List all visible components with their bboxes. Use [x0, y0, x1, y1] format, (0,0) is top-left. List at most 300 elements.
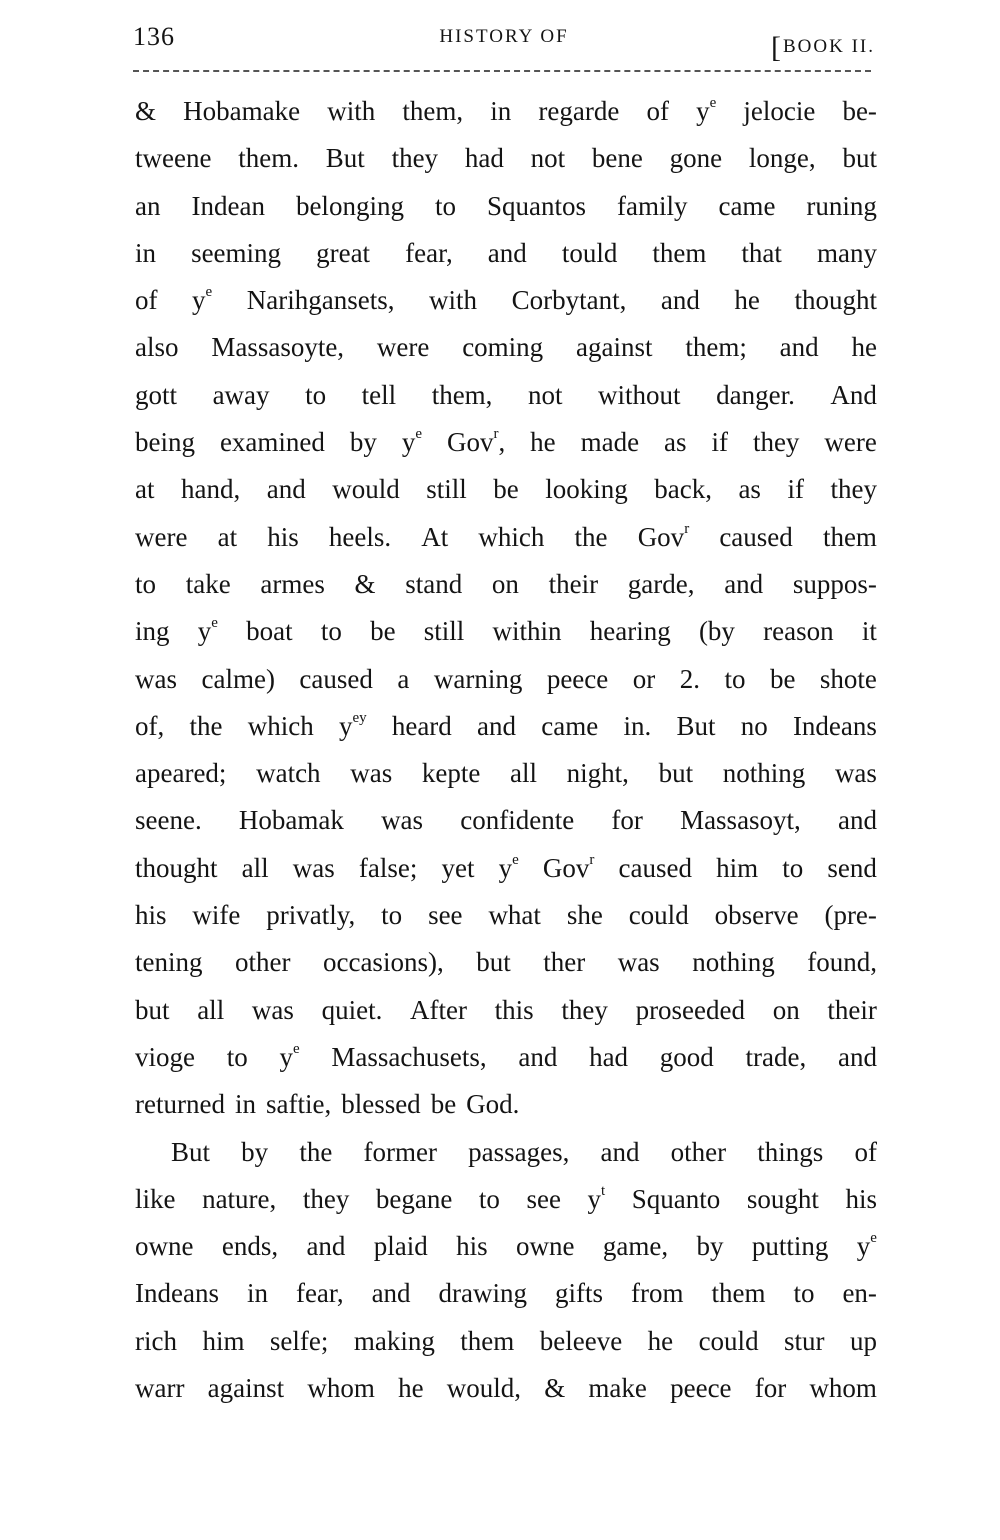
word: Gov$^r$ [542, 851, 595, 883]
superscript-abbrev: r [493, 426, 499, 443]
word: runing [806, 190, 877, 221]
word: was [350, 758, 393, 789]
word: Narihgansets, [246, 285, 395, 316]
word: they [830, 474, 877, 505]
word: to [305, 379, 327, 410]
word: them [711, 1278, 766, 1309]
word: And [830, 379, 877, 410]
word: he [734, 285, 760, 316]
word: former [363, 1136, 437, 1167]
word: Corbytant, [511, 285, 627, 316]
body-text [135, 88, 877, 1412]
word: came [718, 190, 776, 221]
word: gifts [555, 1278, 604, 1309]
word: they [752, 427, 800, 458]
word: returned [135, 1089, 225, 1120]
word: watch [256, 758, 321, 789]
word: was [834, 758, 877, 789]
word: them, [431, 379, 493, 410]
word: stand [405, 568, 463, 599]
word: calme) [201, 663, 275, 694]
word: and [779, 332, 819, 363]
text-line [135, 1365, 877, 1412]
word: peece [546, 663, 609, 694]
word: en- [842, 1278, 877, 1309]
word: stur [784, 1325, 825, 1356]
text-line [135, 656, 877, 703]
word: thought [794, 285, 877, 316]
word: whom [809, 1373, 877, 1404]
word: regarde [538, 96, 620, 126]
word: bene [591, 143, 643, 174]
word: be [430, 1089, 457, 1120]
word: boat [246, 616, 293, 647]
word: many [816, 237, 877, 268]
word: proseeded [635, 994, 746, 1025]
word: up [849, 1325, 877, 1356]
word: by [696, 1231, 724, 1262]
word: to [724, 663, 746, 694]
text-line [135, 892, 877, 939]
word: he [398, 1373, 424, 1404]
word: heels. [328, 521, 392, 552]
word: his [267, 521, 299, 552]
word: plaid [373, 1231, 428, 1262]
word: back, [654, 474, 712, 505]
word: drawing [438, 1278, 528, 1309]
word: they [391, 143, 439, 174]
word: $y^{ey}$ [338, 709, 367, 741]
word: caused [299, 663, 373, 694]
word: of [646, 96, 669, 126]
book-label [771, 26, 875, 64]
word: she [566, 900, 603, 931]
word: like [135, 1183, 176, 1214]
text-line [135, 419, 877, 466]
word: Squanto [631, 1183, 721, 1214]
word: and [838, 805, 877, 836]
word: made [580, 427, 640, 458]
word: but [135, 994, 170, 1025]
word: sought [746, 1183, 819, 1214]
word: Gov$^r$ [637, 520, 690, 552]
word: of, [135, 710, 165, 741]
word: owne [135, 1231, 194, 1262]
word: with [429, 285, 478, 316]
word: but [658, 758, 694, 789]
word: & [544, 1373, 566, 1404]
text-line [135, 514, 877, 561]
word: other [235, 947, 291, 978]
word: $y^e$ [279, 1040, 300, 1072]
word: heard [391, 710, 452, 741]
word: quiet. [321, 994, 383, 1025]
word: gott [135, 379, 178, 410]
word: not [527, 379, 563, 410]
word: them [652, 237, 707, 268]
word: all [241, 852, 269, 883]
word: had [589, 1041, 629, 1072]
word: $y^e$ [401, 426, 422, 458]
word: was [292, 852, 335, 883]
word: jelocie [743, 96, 816, 126]
word: against [207, 1373, 285, 1404]
word: his [456, 1231, 488, 1262]
word: which [478, 521, 545, 552]
word: no [740, 710, 768, 741]
word: blessed [341, 1089, 421, 1120]
word: ther [543, 947, 586, 978]
word: coming [462, 332, 544, 363]
word: and [600, 1136, 640, 1167]
word: would [332, 474, 400, 505]
word: being [135, 427, 195, 458]
word: making [353, 1325, 435, 1356]
word: to [135, 568, 157, 599]
word: as [738, 474, 761, 505]
word: saftie, [265, 1089, 332, 1120]
word: things [757, 1136, 824, 1167]
word: occasions), [322, 947, 444, 978]
word: After [410, 994, 467, 1025]
superscript-abbrev: e [292, 1040, 300, 1057]
word: their [827, 994, 877, 1025]
word: God. [466, 1089, 520, 1120]
word: selfe; [269, 1325, 329, 1356]
word: hand, [181, 474, 241, 505]
word: was [135, 663, 177, 694]
word: peece [670, 1373, 732, 1404]
superscript-abbrev: e [512, 851, 519, 868]
word: tweene [135, 143, 212, 174]
word: and [477, 710, 517, 741]
word: could [628, 900, 689, 931]
word: an [135, 190, 161, 221]
word: $y^e$ [696, 95, 717, 126]
word: of [135, 285, 158, 316]
word: and [837, 1041, 877, 1072]
word: game, [602, 1231, 669, 1262]
word: warning [433, 663, 523, 694]
word: by [349, 427, 377, 458]
word: ends, [221, 1231, 279, 1262]
word: $y^e$ [856, 1230, 877, 1262]
book-label-text: BOOK II. [783, 36, 875, 57]
word: & [354, 568, 376, 599]
word: all [197, 994, 225, 1025]
word: at [135, 474, 155, 505]
word: the [299, 1136, 333, 1167]
text-line [135, 1223, 877, 1270]
word: tening [135, 947, 203, 978]
text-line [135, 324, 877, 371]
word: nothing [692, 947, 775, 978]
word: the [574, 521, 608, 552]
word: and [660, 285, 700, 316]
word: to [782, 852, 804, 883]
word: he [647, 1325, 674, 1356]
word: danger. [716, 379, 795, 410]
word: thought [135, 852, 218, 883]
word: fear, [405, 237, 453, 268]
word: in [246, 1278, 268, 1309]
running-title: HISTORY OF [439, 26, 569, 47]
text-line [135, 1176, 877, 1223]
text-line [135, 183, 877, 230]
word: still [423, 616, 465, 647]
word: Indean [191, 190, 265, 221]
word: him [716, 852, 759, 883]
word: to [478, 1183, 500, 1214]
word: as [664, 427, 687, 458]
text-line [135, 230, 877, 277]
word: on [491, 568, 519, 599]
superscript-abbrev: e [205, 284, 213, 301]
word: he [530, 427, 556, 458]
word: passages, [468, 1136, 570, 1167]
word: away [212, 379, 270, 410]
word: $y^e$ [498, 851, 519, 883]
word: family [616, 190, 688, 221]
word: trade, [745, 1041, 807, 1072]
word: false; [358, 852, 418, 883]
word: reason [763, 616, 834, 647]
text-line [135, 88, 877, 135]
word: take [185, 568, 231, 599]
word: seene. [135, 805, 202, 836]
text-line [135, 845, 877, 892]
superscript-abbrev: e [211, 615, 218, 632]
word: armes [260, 568, 325, 599]
word: him [202, 1325, 245, 1356]
word: seeming [191, 237, 282, 268]
text-line [135, 703, 877, 750]
word: caused [618, 852, 693, 883]
word: (pre- [824, 900, 877, 931]
word: from [631, 1278, 684, 1309]
word: of [854, 1136, 877, 1167]
word: Hobamak [238, 805, 344, 836]
word: them, [402, 96, 464, 126]
word: also [135, 332, 179, 363]
word: to [381, 900, 403, 931]
word: at [217, 521, 238, 552]
word: they [302, 1183, 350, 1214]
word: if [787, 474, 804, 505]
word: night, [566, 758, 629, 789]
word: his [135, 900, 167, 931]
word: all [510, 758, 538, 789]
word: or [632, 663, 656, 694]
superscript-abbrev: ey [352, 709, 367, 726]
word: putting [751, 1231, 829, 1262]
word: them. [238, 143, 299, 174]
text-line [135, 277, 877, 324]
word: shote [819, 663, 877, 694]
word: & [135, 96, 157, 126]
word: be [370, 616, 396, 647]
text-line [135, 135, 877, 182]
word: with [327, 96, 376, 126]
word: in [135, 237, 157, 268]
text-line [135, 1270, 877, 1317]
word: whom [307, 1373, 375, 1404]
word: and [487, 237, 527, 268]
word: what [488, 900, 541, 931]
word: their [548, 568, 599, 599]
word: warr [135, 1373, 185, 1404]
word: his [845, 1183, 877, 1214]
word: At [421, 521, 449, 552]
word: But [325, 143, 365, 174]
word: to [434, 190, 456, 221]
word: on [772, 994, 800, 1025]
word: caused [719, 521, 793, 552]
word: a [397, 663, 410, 694]
word: in. [623, 710, 652, 741]
word: hearing [589, 616, 671, 647]
text-line [135, 1081, 877, 1128]
word: be- [842, 96, 877, 126]
word: (by [698, 616, 735, 647]
word: Massachusets, [331, 1041, 487, 1072]
word: belonging [295, 190, 404, 221]
word: send [827, 852, 877, 883]
word: was [251, 994, 294, 1025]
word: which [247, 710, 314, 741]
superscript-abbrev: t [601, 1182, 606, 1199]
word: great [316, 237, 371, 268]
word: make [588, 1373, 647, 1404]
superscript-abbrev: e [870, 1230, 877, 1247]
book-bracket: [ [771, 31, 781, 64]
word: but [476, 947, 511, 978]
word: 2. [679, 663, 700, 694]
word: looking [545, 474, 628, 505]
word: nothing [722, 758, 806, 789]
word: see [526, 1183, 561, 1214]
word: the [189, 710, 223, 741]
word: in [234, 1089, 256, 1120]
text-line [135, 987, 877, 1034]
word: they [561, 994, 608, 1025]
text-line [135, 1129, 877, 1176]
word: and [371, 1278, 411, 1309]
word: vioge [135, 1041, 195, 1072]
word: Gov$^r$, [446, 426, 506, 458]
word: owne [516, 1231, 575, 1262]
word: by [241, 1136, 269, 1167]
word: would, [446, 1373, 521, 1404]
word: was [381, 805, 424, 836]
word: them [822, 521, 877, 552]
word: them; [685, 332, 747, 363]
word: in [490, 96, 512, 126]
word: beleeve [539, 1325, 623, 1356]
header-rule [133, 70, 871, 72]
word: were [135, 521, 188, 552]
text-line [135, 797, 877, 844]
word: kepte [421, 758, 481, 789]
word: were [824, 427, 877, 458]
word: begane [375, 1183, 453, 1214]
word: for [611, 805, 643, 836]
word: confidente [460, 805, 575, 836]
word: nature, [202, 1183, 277, 1214]
word: tould [561, 237, 618, 268]
word: wife [192, 900, 241, 931]
word: Massasoyt, [680, 805, 801, 836]
word: to [320, 616, 342, 647]
word: $y^t$ [587, 1182, 606, 1214]
word: But [676, 710, 716, 741]
word: that [741, 237, 782, 268]
word: was [617, 947, 660, 978]
superscript-abbrev: r [684, 520, 690, 537]
superscript-abbrev: r [589, 851, 595, 868]
word: this [494, 994, 534, 1025]
word: still [426, 474, 467, 505]
word: But [171, 1136, 211, 1167]
word: Hobamake [183, 96, 301, 126]
text-line [135, 561, 877, 608]
text-line [135, 608, 877, 655]
word: good [659, 1041, 714, 1072]
word: to [793, 1278, 815, 1309]
word: rich [135, 1325, 177, 1356]
word: privatly, [266, 900, 356, 931]
word: and [306, 1231, 346, 1262]
word: within [492, 616, 562, 647]
word: other [670, 1136, 727, 1167]
word: could [698, 1325, 759, 1356]
word: but [842, 143, 877, 174]
word: suppos- [792, 568, 877, 599]
word: Squantos [486, 190, 586, 221]
superscript-abbrev: e [709, 95, 717, 111]
running-header [133, 22, 875, 64]
text-line [135, 1318, 877, 1365]
word: observe [714, 900, 799, 931]
word: it [861, 616, 877, 647]
word: against [576, 332, 653, 363]
text-line [135, 466, 877, 513]
word: be [493, 474, 519, 505]
word: be [769, 663, 796, 694]
word: Indeans [135, 1278, 219, 1309]
text-line [135, 939, 877, 986]
word: and [518, 1041, 558, 1072]
word: ing [135, 616, 170, 647]
word: tell [361, 379, 397, 410]
word: and [266, 474, 306, 505]
word: see [428, 900, 463, 931]
word: fear, [295, 1278, 344, 1309]
text-line [135, 372, 877, 419]
word: and [724, 568, 764, 599]
word: garde, [627, 568, 695, 599]
word: Massasoyte, [211, 332, 345, 363]
word: not [530, 143, 566, 174]
word: $y^e$ [197, 615, 218, 647]
superscript-abbrev: e [415, 426, 422, 443]
word: longe, [748, 143, 816, 174]
word: without [598, 379, 681, 410]
word: if [711, 427, 728, 458]
word: yet [441, 852, 475, 883]
word: apeared; [135, 758, 227, 789]
word: came [541, 710, 599, 741]
